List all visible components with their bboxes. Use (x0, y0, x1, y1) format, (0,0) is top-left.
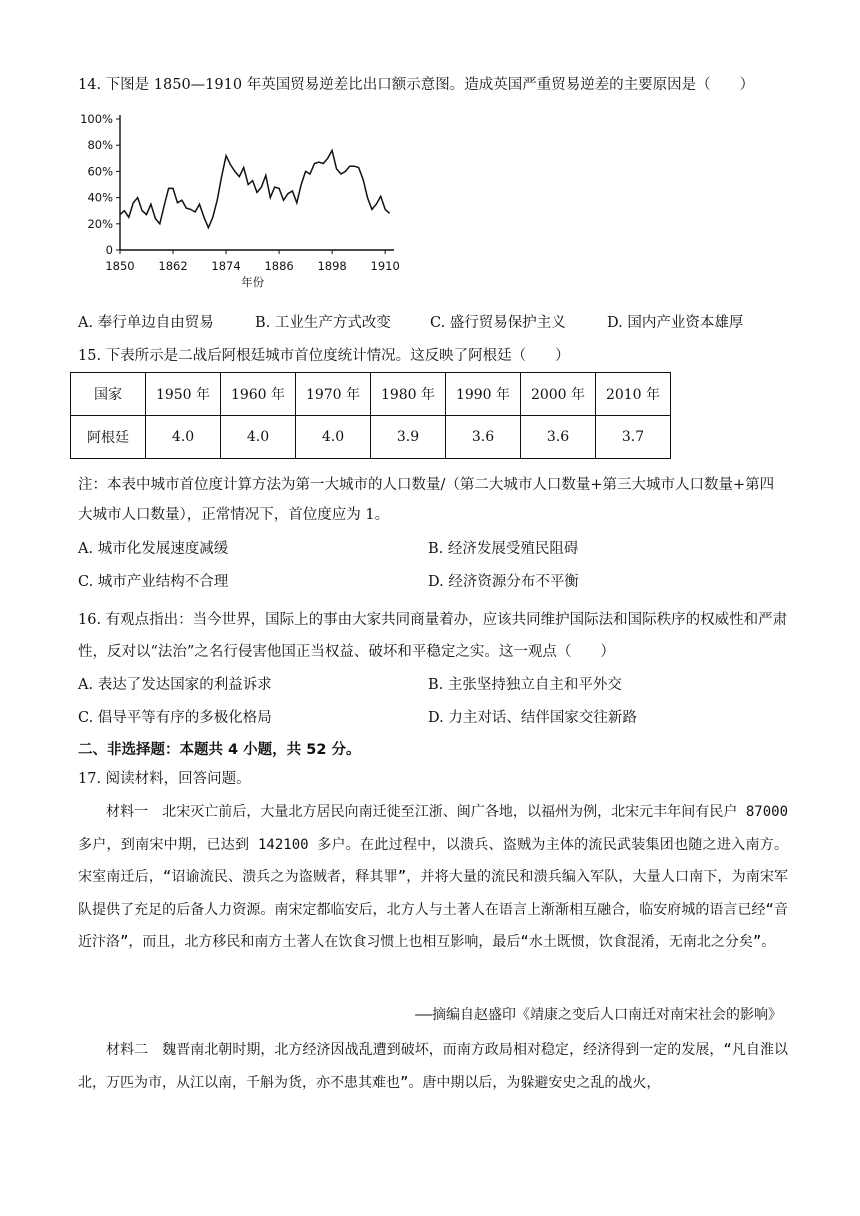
question-17-stem: 17. 阅读材料，回答问题。 (78, 771, 251, 787)
section-heading: 二、非选择题：本题共 4 小题，共 52 分。 (78, 742, 361, 758)
series-line (120, 150, 390, 227)
q14-option-a[interactable]: A. 奉行单边自由贸易 (78, 315, 214, 331)
table-cell: 3.9 (371, 416, 446, 459)
table-cell: 3.6 (446, 416, 521, 459)
question-14-options (78, 311, 767, 332)
question-14-stem: 14. 下图是 1850—1910 年英国贸易逆差比出口额示意图。造成英国严重贸易逆差的主要原因是（ ） (78, 77, 755, 93)
table-cell: 3.7 (596, 416, 671, 459)
trade-deficit-chart (72, 104, 412, 300)
y-tick-label: 20% (87, 216, 113, 231)
x-tick-label: 1898 (317, 259, 347, 273)
x-tick-label: 1862 (158, 259, 188, 273)
table-cell: 3.6 (521, 416, 596, 459)
q15-option-d[interactable]: D. 经济资源分布不平衡 (428, 574, 579, 590)
q15-option-b[interactable]: B. 经济发展受殖民阻碍 (428, 541, 579, 557)
material-two: 材料二 魏晋南北朝时期，北方经济因战乱遭到破坏，而南方政局相对稳定，经济得到一定的发展，“凡自淮以北，万匹为市，从江以南，千斛为货，亦不患其难也”。唐中期以后，为躲避安史之乱的战火， (78, 1042, 788, 1091)
x-tick-label: 1886 (264, 259, 294, 273)
table-header-row (71, 373, 671, 416)
table-header-cell: 1950 年 (146, 373, 221, 416)
y-tick-label: 40% (87, 190, 113, 205)
x-tick-label: 1850 (105, 259, 135, 273)
q15-option-a[interactable]: A. 城市化发展速度减缓 (78, 541, 229, 557)
table-cell: 阿根廷 (71, 416, 146, 459)
table-note: 注：本表中城市首位度计算方法为第一大城市的人口数量/（第二大城市人口数量+第三大城市人口数量+第四大城市人口数量），正常情况下，首位度应为 1。 (78, 477, 775, 523)
table-cell: 4.0 (146, 416, 221, 459)
q14-option-c[interactable]: C. 盛行贸易保护主义 (430, 315, 566, 331)
q16-option-c[interactable]: C. 倡导平等有序的多极化格局 (78, 710, 272, 726)
question-15-stem: 15. 下表所示是二战后阿根廷城市首位度统计情况。这反映了阿根廷（ ） (78, 348, 570, 364)
table-header-cell: 国家 (71, 373, 146, 416)
q16-option-b[interactable]: B. 主张坚持独立自主和平外交 (428, 677, 622, 693)
y-tick-label: 0 (105, 243, 113, 257)
table-header-cell: 1970 年 (296, 373, 371, 416)
table-cell: 4.0 (221, 416, 296, 459)
q15-option-c[interactable]: C. 城市产业结构不合理 (78, 574, 229, 590)
table-header-cell: 1990 年 (446, 373, 521, 416)
x-axis-title: 年份 (241, 275, 265, 289)
material-one: 材料一 北宋灭亡前后，大量北方居民向南迁徙至江浙、闽广各地，以福州为例，北宋元丰年间有民户 87000 多户，到南宋中期，已达到 142100 多户。在此过程中，以溃兵、盗贼为主体的流民武装集团也随之进入南方。宋室南迁后，“诏谕流民、溃兵之为盗贼者，释其罪”，并将大量的流民和溃兵编入军队，大量人口南下，为南宋军队提供了充足的后备人力资源。南宋定都临安后，北方人与土著人在语言上渐渐相互融合，临安府城的语言已经“音近汴洛”，而且，北方移民和南方土著人在饮食习惯上也相互影响，最后“水土既惯，饮食混淆，无南北之分矣”。 (78, 804, 788, 950)
question-16-stem: 16. 有观点指出：当今世界，国际上的事由大家共同商量着办，应该共同维护国际法和国际秩序的权威性和严肃性，反对以“法治”之名行侵害他国正当权益、破坏和平稳定之实。这一观点（ ） (78, 612, 788, 660)
y-tick-label: 60% (87, 164, 113, 179)
q16-option-d[interactable]: D. 力主对话、结伴国家交往新路 (428, 710, 637, 726)
table-cell: 4.0 (296, 416, 371, 459)
y-tick-label: 100% (80, 112, 113, 126)
city-primacy-table (70, 372, 671, 459)
material-one-source: ——摘编自赵盛印《靖康之变后人口南迁对南宋社会的影响》 (415, 1007, 782, 1023)
table-header-cell: 1980 年 (371, 373, 446, 416)
table-header-cell: 2000 年 (521, 373, 596, 416)
x-tick-label: 1910 (370, 259, 400, 273)
q16-option-a[interactable]: A. 表达了发达国家的利益诉求 (78, 677, 272, 693)
q14-option-d[interactable]: D. 国内产业资本雄厚 (607, 315, 744, 331)
chart-ticks (80, 112, 400, 289)
table-header-cell: 1960 年 (221, 373, 296, 416)
table-row (71, 416, 671, 459)
x-tick-label: 1874 (211, 259, 241, 273)
q14-option-b[interactable]: B. 工业生产方式改变 (255, 315, 391, 331)
y-tick-label: 80% (87, 138, 113, 153)
table-header-cell: 2010 年 (596, 373, 671, 416)
chart-axes (120, 115, 394, 250)
